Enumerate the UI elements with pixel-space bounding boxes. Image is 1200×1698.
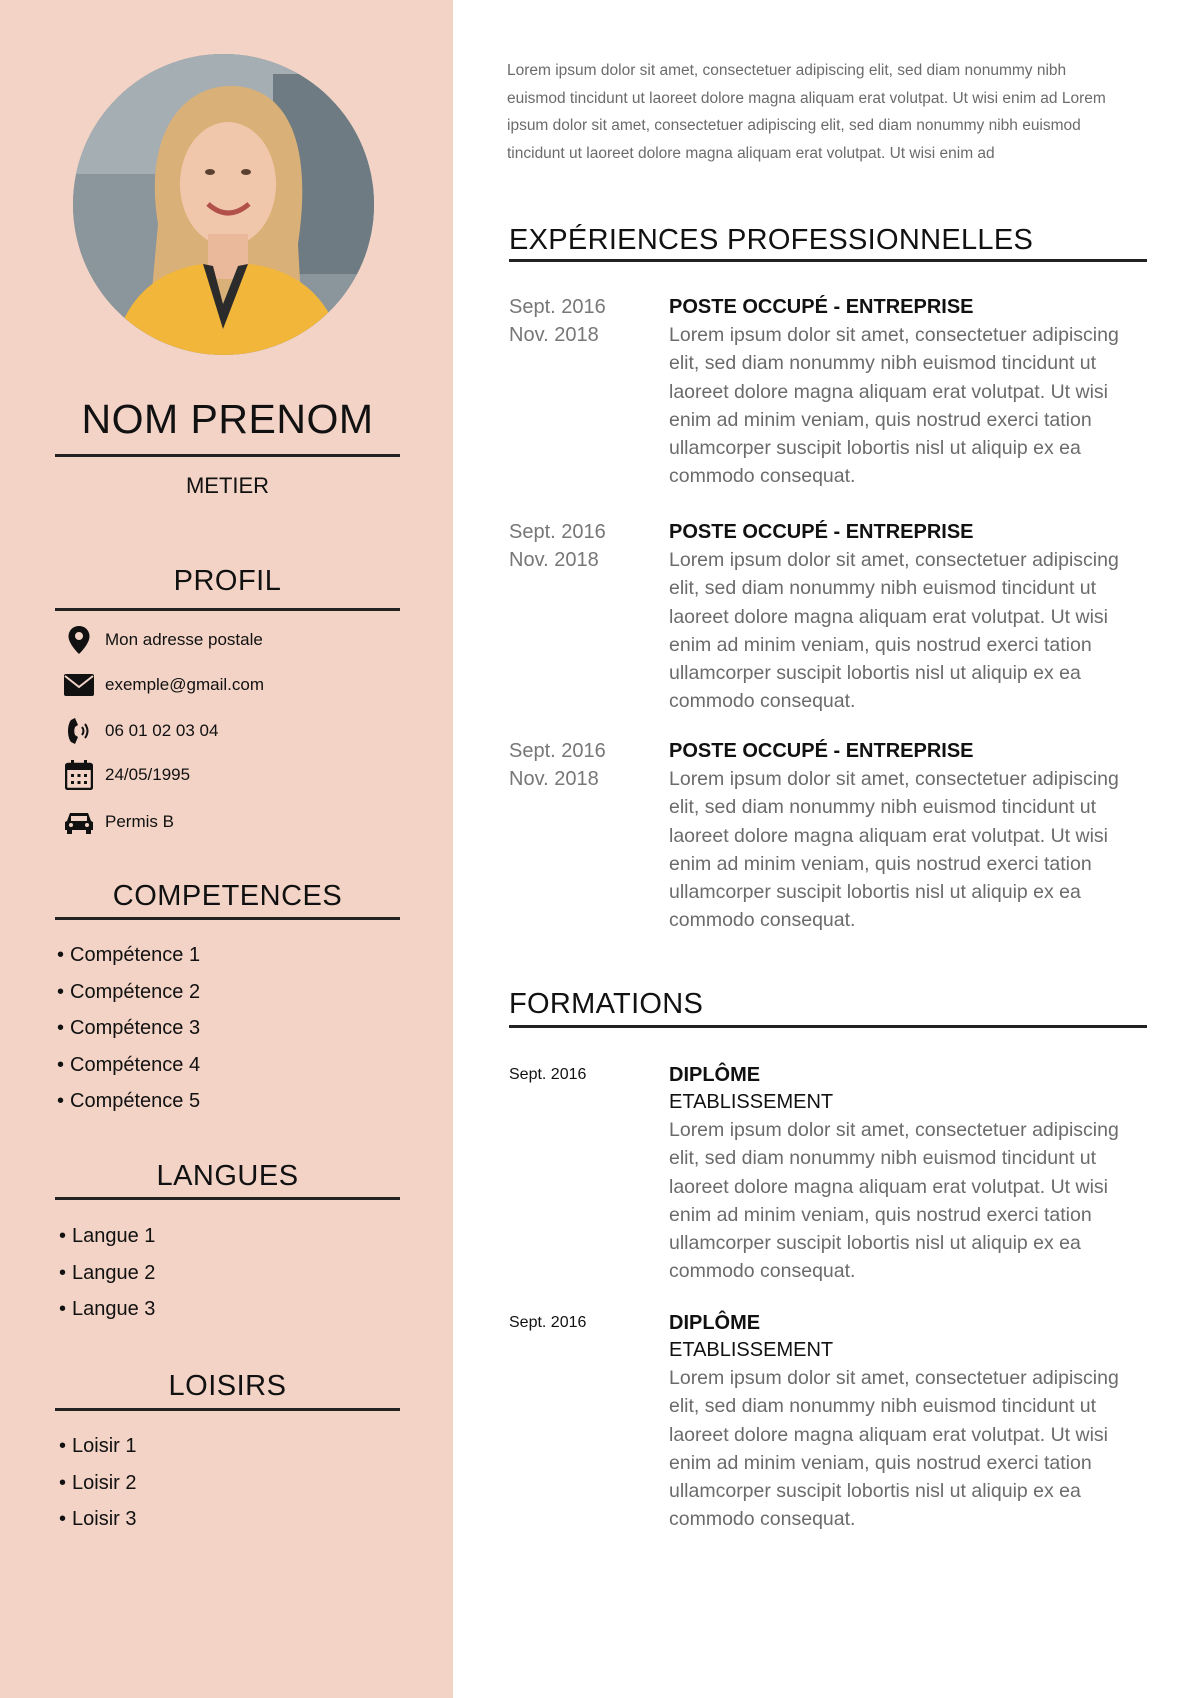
competences-divider	[55, 917, 400, 920]
start-date: Sept. 2016	[509, 296, 606, 318]
phone-icon	[64, 716, 94, 746]
calendar-icon	[64, 760, 94, 790]
experience-title: POSTE OCCUPÉ - ENTREPRISE	[669, 521, 974, 543]
list-item: • Compétence 4	[57, 1053, 201, 1076]
langues-heading: LANGUES	[156, 1160, 299, 1192]
formation-description: Lorem ipsum dolor sit amet, consectetuer adipiscing elit, sed diam nonummy nibh euismod tincidunt ut laoreet dolore magna aliquam erat volutpat. Ut wisi enim ad minim veniam, quis nostrud exerci tation ullamcorper suscipit lobortis nisl ut aliquip ex ea commodo consequat.	[669, 1119, 1119, 1283]
competences-heading: COMPETENCES	[112, 880, 343, 912]
start-date: Sept. 2016	[509, 740, 606, 762]
contact-birthdate	[64, 760, 190, 790]
car-icon	[64, 807, 94, 837]
contact-address	[64, 625, 263, 655]
profil-divider	[55, 608, 400, 611]
loisirs-divider	[55, 1408, 400, 1411]
contact-license	[64, 807, 174, 837]
formation-title: DIPLÔME	[669, 1312, 761, 1334]
contact-phone	[64, 716, 218, 746]
profile-photo	[73, 54, 374, 355]
experience-dates	[509, 737, 659, 793]
formation-date: Sept. 2016	[509, 1066, 587, 1083]
profil-heading: PROFIL	[173, 565, 282, 597]
experiences-heading: EXPÉRIENCES PROFESSIONNELLES	[509, 224, 1034, 256]
list-item: • Compétence 3	[57, 1017, 201, 1039]
contact-address-text: Mon adresse postale	[105, 630, 263, 649]
list-item: • Langue 2	[59, 1261, 156, 1284]
contact-email-text: exemple@gmail.com	[105, 675, 264, 694]
competences-list	[57, 937, 200, 1120]
formations-divider	[509, 1025, 1147, 1028]
experience-dates	[509, 293, 659, 349]
list-item: • Compétence 5	[57, 1090, 201, 1112]
list-item: • Langue 3	[59, 1298, 156, 1320]
job-title: METIER	[185, 473, 270, 498]
langues-divider	[55, 1197, 400, 1200]
formation-description: Lorem ipsum dolor sit amet, consectetuer adipiscing elit, sed diam nonummy nibh euismod tincidunt ut laoreet dolore magna aliquam erat volutpat. Ut wisi enim ad minim veniam, quis nostrud exerci tation ullamcorper suscipit lobortis nisl ut aliquip ex ea commodo consequat.	[669, 1367, 1119, 1531]
loisirs-list	[59, 1428, 137, 1538]
experience-title: POSTE OCCUPÉ - ENTREPRISE	[669, 740, 974, 762]
list-item: • Compétence 2	[57, 980, 201, 1003]
list-item: • Compétence 1	[57, 944, 201, 966]
list-item: • Loisir 3	[59, 1508, 137, 1530]
list-item: • Loisir 2	[59, 1471, 137, 1494]
end-date: Nov. 2018	[509, 768, 599, 790]
experience-dates	[509, 518, 659, 574]
sidebar	[0, 0, 453, 1698]
formation-school: ETABLISSEMENT	[669, 1339, 834, 1361]
contact-birthdate-text: 24/05/1995	[105, 765, 191, 784]
end-date: Nov. 2018	[509, 549, 599, 571]
contact-phone-text: 06 01 02 03 04	[105, 721, 219, 740]
experience-description: Lorem ipsum dolor sit amet, consectetuer adipiscing elit, sed diam nonummy nibh euismod tincidunt ut laoreet dolore magna aliquam erat volutpat. Ut wisi enim ad minim veniam, quis nostrud exerci tation ullamcorper suscipit lobortis nisl ut aliquip ex ea commodo consequat.	[669, 324, 1119, 488]
envelope-icon	[64, 670, 94, 700]
langues-list	[59, 1218, 155, 1328]
loisirs-heading: LOISIRS	[168, 1370, 287, 1402]
name-divider	[55, 454, 400, 457]
intro-paragraph: Lorem ipsum dolor sit amet, consectetuer adipiscing elit, sed diam nonummy nibh euismod tincidunt ut laoreet dolore magna aliquam erat volutpat. Ut wisi enim ad Lorem ipsum dolor sit amet, consectetuer adipiscing elit, sed diam nonummy nibh euismod tincidunt ut laoreet dolore magna aliquam erat volutpat. Ut wisi enim ad	[507, 62, 1106, 162]
full-name: NOM PRENOM	[81, 396, 374, 442]
experience-title: POSTE OCCUPÉ - ENTREPRISE	[669, 296, 974, 318]
start-date: Sept. 2016	[509, 521, 606, 543]
map-pin-icon	[64, 625, 94, 655]
experience-description: Lorem ipsum dolor sit amet, consectetuer adipiscing elit, sed diam nonummy nibh euismod tincidunt ut laoreet dolore magna aliquam erat volutpat. Ut wisi enim ad minim veniam, quis nostrud exerci tation ullamcorper suscipit lobortis nisl ut aliquip ex ea commodo consequat.	[669, 549, 1119, 713]
formations-heading: FORMATIONS	[509, 988, 704, 1020]
formation-school: ETABLISSEMENT	[669, 1091, 834, 1113]
contact-email	[64, 670, 264, 700]
list-item: • Loisir 1	[59, 1435, 137, 1457]
experience-description: Lorem ipsum dolor sit amet, consectetuer adipiscing elit, sed diam nonummy nibh euismod tincidunt ut laoreet dolore magna aliquam erat volutpat. Ut wisi enim ad minim veniam, quis nostrud exerci tation ullamcorper suscipit lobortis nisl ut aliquip ex ea commodo consequat.	[669, 768, 1119, 932]
list-item: • Langue 1	[59, 1225, 156, 1247]
formation-date: Sept. 2016	[509, 1314, 587, 1331]
experiences-divider	[509, 259, 1147, 262]
end-date: Nov. 2018	[509, 324, 599, 346]
formation-title: DIPLÔME	[669, 1064, 761, 1086]
contact-license-text: Permis B	[105, 812, 174, 831]
